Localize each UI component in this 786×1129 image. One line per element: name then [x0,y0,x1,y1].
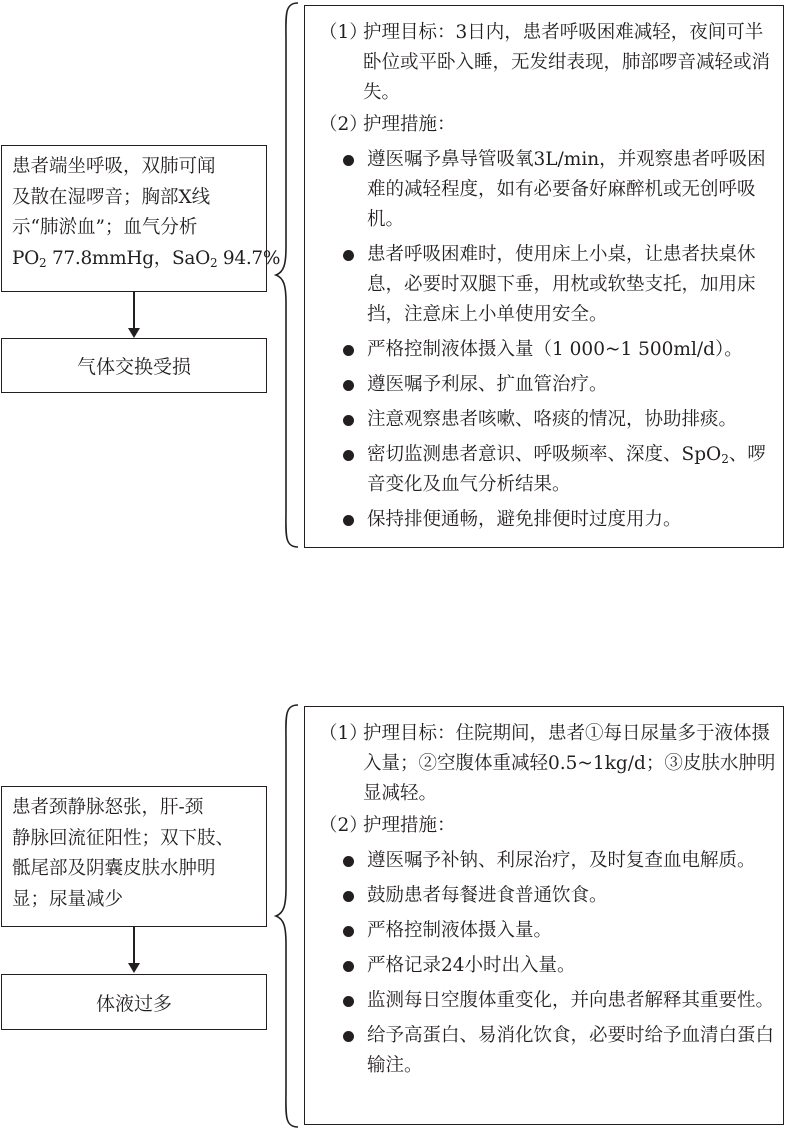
bullet-icon [343,250,354,261]
bullet-icon [343,996,354,1007]
flow-arrow [133,927,135,965]
findings-line: 及散在湿啰音；胸部X线 [12,186,211,208]
blood-gas-line: $PO_2$ 77.8mmHg，SaO$_2$ 94.7% [12,247,281,270]
findings-line: 示“肺淤血”；血气分析 [12,217,198,238]
diagnosis-box-fluid-excess: 体液过多 [1,974,267,1030]
measure-item: 严格记录24小时出入量。 [315,951,777,981]
nursing-plan-gas-exchange [304,5,784,548]
bullet-icon [343,345,354,356]
bullet-icon [343,415,354,426]
bullet-icon [343,961,354,972]
measure-item: 注意观察患者咳嗽、咯痰的情况，协助排痰。 [315,405,777,435]
bullet-icon [343,856,354,867]
measure-item: 鼓励患者每餐进食普通饮食。 [315,881,777,911]
bullet-icon [343,155,354,166]
nursing-goal: （1） 护理目标：3日内，患者呼吸困难减轻，夜间可半卧位或平卧入睡，无发绀表现，肺部啰音减轻或消失。 [319,22,771,103]
measure-item: 遵医嘱予鼻导管吸氧3L/min，并观察患者呼吸困难的减轻程度，如有必要备好麻醉机或无创呼吸机。 [315,145,777,235]
bullet-icon [343,380,354,391]
curly-brace [274,704,300,1128]
measure-item: 监测每日空腹体重变化，并向患者解释其重要性。 [315,986,777,1016]
flow-arrow [133,292,135,330]
measure-item: 严格控制液体摄入量（1 000~1 500ml/d）。 [315,335,777,365]
measure-item: 密切监测患者意识、呼吸频率、深度、SpO$_2$、啰音变化及血气分析结果。 [315,440,777,500]
measure-item: 患者呼吸困难时，使用床上小桌，让患者扶桌休息，必要时双腿下垂，用枕或软垫支托，加用床挡，注意床上小单使用安全。 [315,240,777,330]
bullet-icon [343,891,354,902]
measure-item: 遵医嘱予利尿、扩血管治疗。 [315,370,777,400]
nursing-plan-fluid-excess [304,706,784,1125]
curly-brace [274,2,300,548]
bullet-icon [343,450,354,461]
findings-line: 显；尿量减少 [12,888,124,910]
nursing-measures-title: （2） 护理措施： [319,114,456,135]
measure-item: 严格控制液体摄入量。 [315,916,777,946]
findings-line: 患者颈静脉怒张，肝-颈 [12,797,204,818]
findings-box-gas-exchange [1,145,281,292]
measure-item: 遵医嘱予补钠、利尿治疗，及时复查血电解质。 [315,846,777,876]
measure-item: 保持排便通畅，避免排便时过度用力。 [315,505,777,535]
findings-line: 患者端坐呼吸，双肺可闻 [12,156,216,177]
diagnosis-box-gas-exchange: 气体交换受损 [1,338,267,393]
findings-line: 静脉回流征阳性；双下肢、 [12,827,235,849]
measure-item: 给予高蛋白、易消化饮食，必要时给予血清白蛋白输注。 [315,1021,777,1081]
findings-box-fluid-excess [1,786,267,927]
nursing-measures-title: （2） 护理措施： [319,815,456,836]
bullet-icon [343,515,354,526]
bullet-icon [343,926,354,937]
nursing-goal: （1） 护理目标：住院期间，患者①每日尿量多于液体摄入量；②空腹体重减轻0.5~1kg/d；③皮肤水肿明显减轻。 [319,723,776,804]
bullet-icon [343,1031,354,1042]
findings-line: 骶尾部及阴囊皮肤水肿明 [12,858,216,879]
